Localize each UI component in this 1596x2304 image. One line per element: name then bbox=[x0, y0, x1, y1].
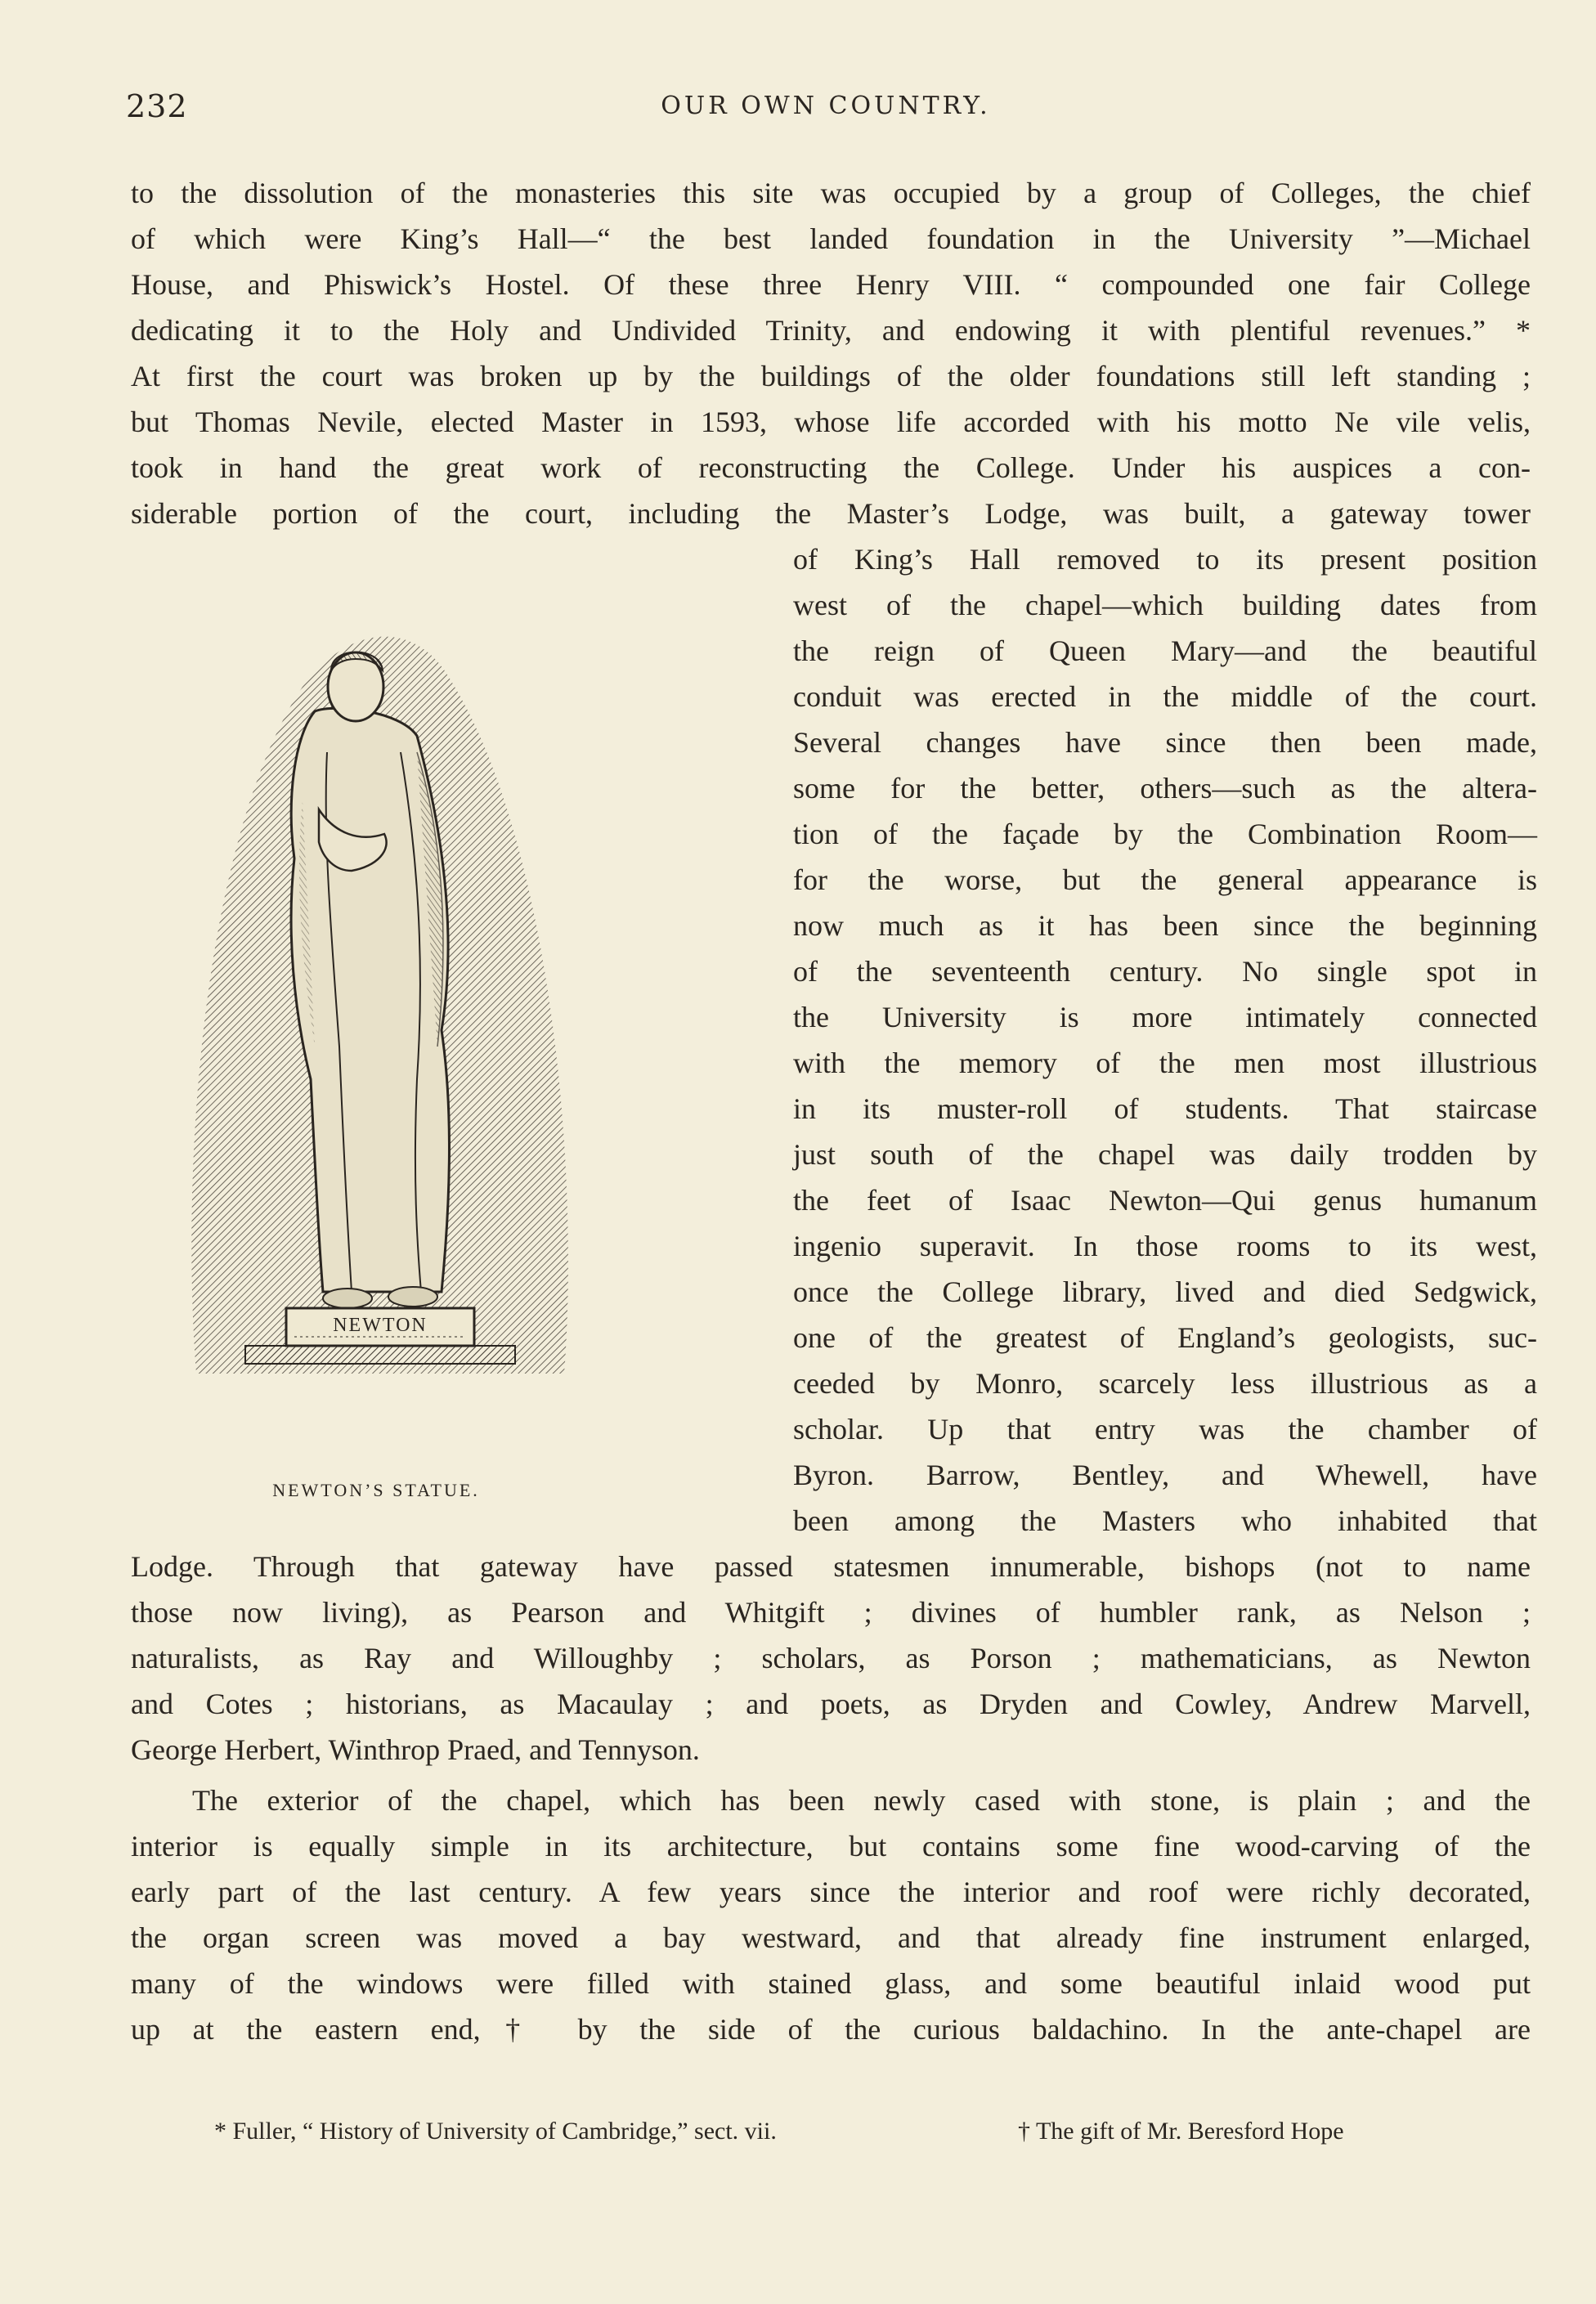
text-line: the reign of Queen Mary—and the beautiful bbox=[793, 634, 1537, 667]
text-line: ceeded by Monro, scarcely less illustrious as a bbox=[793, 1367, 1537, 1400]
text-line: but Thomas Nevile, elected Master in 1593, whose life accorded with his motto Ne vile velis, bbox=[131, 406, 1531, 438]
text-line: ingenio superavit. In those rooms to its west, bbox=[793, 1230, 1537, 1262]
text-line: with the memory of the men most illustrious bbox=[793, 1047, 1537, 1079]
figure-caption: NEWTON’S STATUE. bbox=[272, 1480, 480, 1500]
text-line: George Herbert, Winthrop Praed, and Tennyson. bbox=[131, 1733, 700, 1766]
text-line: to the dissolution of the monasteries this site was occupied by a group of Colleges, the chief bbox=[131, 177, 1531, 209]
text-line: Byron. Barrow, Bentley, and Whewell, have bbox=[793, 1459, 1537, 1491]
text-line: The exterior of the chapel, which has been newly cased with stone, is plain ; and the bbox=[192, 1784, 1531, 1817]
text-line: interior is equally simple in its architecture, but contains some fine wood-carving of the bbox=[131, 1830, 1531, 1862]
text-line: dedicating it to the Holy and Undivided Trinity, and endowing it with plentiful revenues.” * bbox=[131, 314, 1531, 347]
text-line: of the seventeenth century. No single spot in bbox=[793, 955, 1537, 988]
text-line: one of the greatest of England’s geologists, suc- bbox=[793, 1321, 1537, 1354]
text-line: been among the Masters who inhabited that bbox=[793, 1504, 1537, 1537]
text-line: Several changes have since then been made, bbox=[793, 726, 1537, 759]
footnote-1: * Fuller, “ History of University of Cambridge,” sect. vii. bbox=[214, 2118, 777, 2145]
text-line: many of the windows were filled with stained glass, and some beautiful inlaid wood put bbox=[131, 1967, 1531, 2000]
text-line: of King’s Hall removed to its present position bbox=[793, 543, 1537, 576]
text-line: those now living), as Pearson and Whitgift ; divines of humbler rank, as Nelson ; bbox=[131, 1596, 1531, 1629]
text-line: tion of the façade by the Combination Room— bbox=[793, 818, 1537, 850]
text-line: took in hand the great work of reconstructing the College. Under his auspices a con- bbox=[131, 451, 1531, 484]
page-header bbox=[123, 88, 1529, 129]
text-line: west of the chapel—which building dates from bbox=[793, 589, 1537, 621]
text-line: naturalists, as Ray and Willoughby ; scholars, as Porson ; mathematicians, as Newton bbox=[131, 1642, 1531, 1674]
text-line: scholar. Up that entry was the chamber of bbox=[793, 1413, 1537, 1446]
text-line: conduit was erected in the middle of the court. bbox=[793, 680, 1537, 713]
text-line: up at the eastern end,† by the side of the curious baldachino. In the ante-chapel are bbox=[131, 2013, 1531, 2046]
statue-illustration bbox=[172, 589, 581, 1455]
text-line: early part of the last century. A few years since the interior and roof were richly decorated, bbox=[131, 1876, 1531, 1908]
text-line: once the College library, lived and died Sedgwick, bbox=[793, 1275, 1537, 1308]
text-line: now much as it has been since the beginning bbox=[793, 909, 1537, 942]
running-title: OUR OWN COUNTRY. bbox=[661, 92, 991, 120]
newton-statue-engraving bbox=[172, 589, 581, 1455]
text-line: House, and Phiswick’s Hostel. Of these three Henry VIII. “ compounded one fair College bbox=[131, 268, 1531, 301]
text-line: for the worse, but the general appearance is bbox=[793, 863, 1537, 896]
text-line: just south of the chapel was daily trodden by bbox=[793, 1138, 1537, 1171]
text-line: At first the court was broken up by the buildings of the older foundations still left standing ; bbox=[131, 360, 1531, 392]
text-line: siderable portion of the court, including the Master’s Lodge, was built, a gateway tower bbox=[131, 497, 1531, 530]
page-number: 232 bbox=[126, 88, 188, 124]
footnote-2: † The gift of Mr. Beresford Hope bbox=[1018, 2118, 1344, 2145]
text-line: and Cotes ; historians, as Macaulay ; and poets, as Dryden and Cowley, Andrew Marvell, bbox=[131, 1688, 1531, 1720]
text-line: some for the better, others—such as the altera- bbox=[793, 772, 1537, 805]
text-line: the feet of Isaac Newton—Qui genus humanum bbox=[793, 1184, 1537, 1217]
text-line: Lodge. Through that gateway have passed statesmen innumerable, bishops (not to name bbox=[131, 1550, 1531, 1583]
plinth-label: NEWTON bbox=[333, 1315, 428, 1336]
text-line: the University is more intimately connected bbox=[793, 1001, 1537, 1033]
text-line: in its muster-roll of students. That staircase bbox=[793, 1092, 1537, 1125]
text-line: the organ screen was moved a bay westward, and that already fine instrument enlarged, bbox=[131, 1921, 1531, 1954]
text-line: of which were King’s Hall—“ the best landed foundation in the University ”—Michael bbox=[131, 222, 1531, 255]
